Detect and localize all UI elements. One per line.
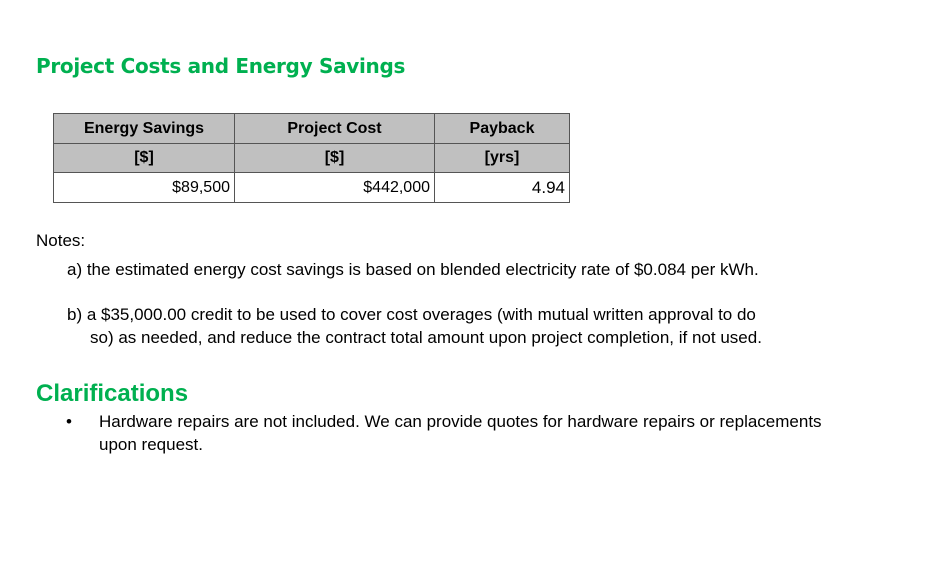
value-payback: 4.94 (435, 173, 570, 203)
header-project-cost: Project Cost (235, 114, 435, 144)
note-b (67, 303, 762, 349)
value-energy-savings: $89,500 (54, 173, 235, 203)
table-row (54, 173, 570, 203)
notes-title: Notes: (36, 231, 86, 250)
unit-energy-savings: [$] (54, 144, 235, 173)
header-energy-savings: Energy Savings (54, 114, 235, 144)
value-project-cost: $442,000 (235, 173, 435, 203)
bullet-icon: • (66, 412, 72, 431)
table-header-row (54, 114, 570, 144)
list-item (66, 410, 859, 456)
section-heading-costs: Project Costs and Energy Savings (36, 54, 406, 78)
costs-table (53, 113, 570, 203)
unit-project-cost: [$] (235, 144, 435, 173)
section-heading-clarifications: Clarifications (36, 380, 189, 407)
unit-payback: [yrs] (435, 144, 570, 173)
note-b-line2: so) as needed, and reduce the contract total amount upon project completion, if not used. (90, 328, 762, 347)
note-b-line1: b) a $35,000.00 credit to be used to cover cost overages (with mutual written approval to do (67, 305, 756, 324)
header-payback: Payback (435, 114, 570, 144)
clarification-text: Hardware repairs are not included. We can provide quotes for hardware repairs or replacements upon request. (99, 412, 822, 454)
note-a: a) the estimated energy cost savings is based on blended electricity rate of $0.084 per kWh. (67, 260, 759, 279)
table-unit-row (54, 144, 570, 173)
